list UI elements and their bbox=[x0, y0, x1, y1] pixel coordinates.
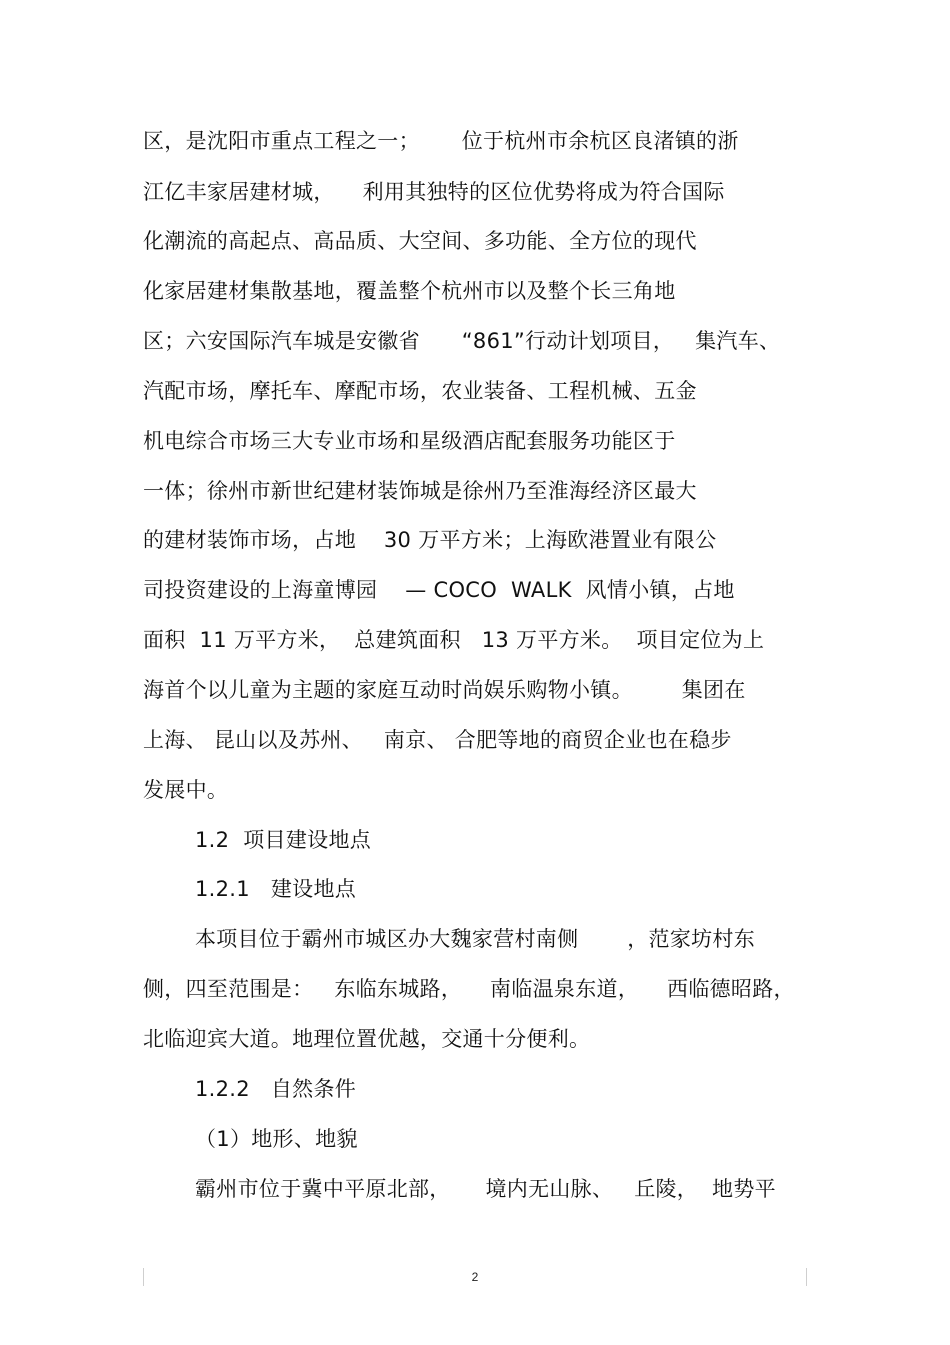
section-heading-1-2: 1.2 项目建设地点 bbox=[195, 828, 372, 852]
body-line: 区；六安国际汽车城是安徽省 “861”行动计划项目， 集汽车、 bbox=[143, 329, 781, 353]
body-line: 司投资建设的上海童博园 — COCO WALK 风情小镇，占地 bbox=[143, 578, 735, 602]
body-line: 一体；徐州市新世纪建材装饰城是徐州乃至淮海经济区最大 bbox=[143, 479, 697, 503]
body-line: 的建材装饰市场，占地 30 万平方米；上海欧港置业有限公 bbox=[143, 528, 717, 552]
body-line: 江亿丰家居建材城， 利用其独特的区位优势将成为符合国际 bbox=[143, 180, 725, 204]
body-line: 化家居建材集散基地，覆盖整个杭州市以及整个长三角地 bbox=[143, 279, 676, 303]
location-paragraph-line: 侧，四至范围是： 东临东城路， 南临温泉东道， 西临德昭路， bbox=[143, 977, 795, 1001]
body-line: 化潮流的高起点、高品质、大空间、多功能、全方位的现代 bbox=[143, 229, 697, 253]
body-line: 上海、 昆山以及苏州、 南京、 合肥等地的商贸企业也在稳步 bbox=[143, 728, 732, 752]
body-line: 机电综合市场三大专业市场和星级酒店配套服务功能区于 bbox=[143, 429, 676, 453]
body-line: 海首个以儿童为主题的家庭互动时尚娱乐购物小镇。 集团在 bbox=[143, 678, 746, 702]
section-heading-1-2-2: 1.2.2 自然条件 bbox=[195, 1077, 357, 1101]
body-line: 发展中。 bbox=[143, 778, 229, 802]
subsection-heading-terrain: （1）地形、地貌 bbox=[195, 1127, 358, 1151]
location-paragraph-line: 本项目位于霸州市城区办大魏家营村南侧 ，范家坊村东 bbox=[195, 927, 756, 951]
section-heading-1-2-1: 1.2.1 建设地点 bbox=[195, 877, 357, 901]
body-line: 区，是沈阳市重点工程之一； 位于杭州市余杭区良渚镇的浙 bbox=[143, 129, 739, 153]
terrain-paragraph-line: 霸州市位于冀中平原北部， 境内无山脉、 丘陵， 地势平 bbox=[195, 1177, 776, 1201]
page-number: 2 bbox=[471, 1270, 479, 1284]
location-paragraph-line: 北临迎宾大道。地理位置优越，交通十分便利。 bbox=[143, 1027, 591, 1051]
body-line: 面积 11 万平方米， 总建筑面积 13 万平方米。 项目定位为上 bbox=[143, 628, 765, 652]
body-line: 汽配市场，摩托车、摩配市场，农业装备、工程机械、五金 bbox=[143, 379, 697, 403]
